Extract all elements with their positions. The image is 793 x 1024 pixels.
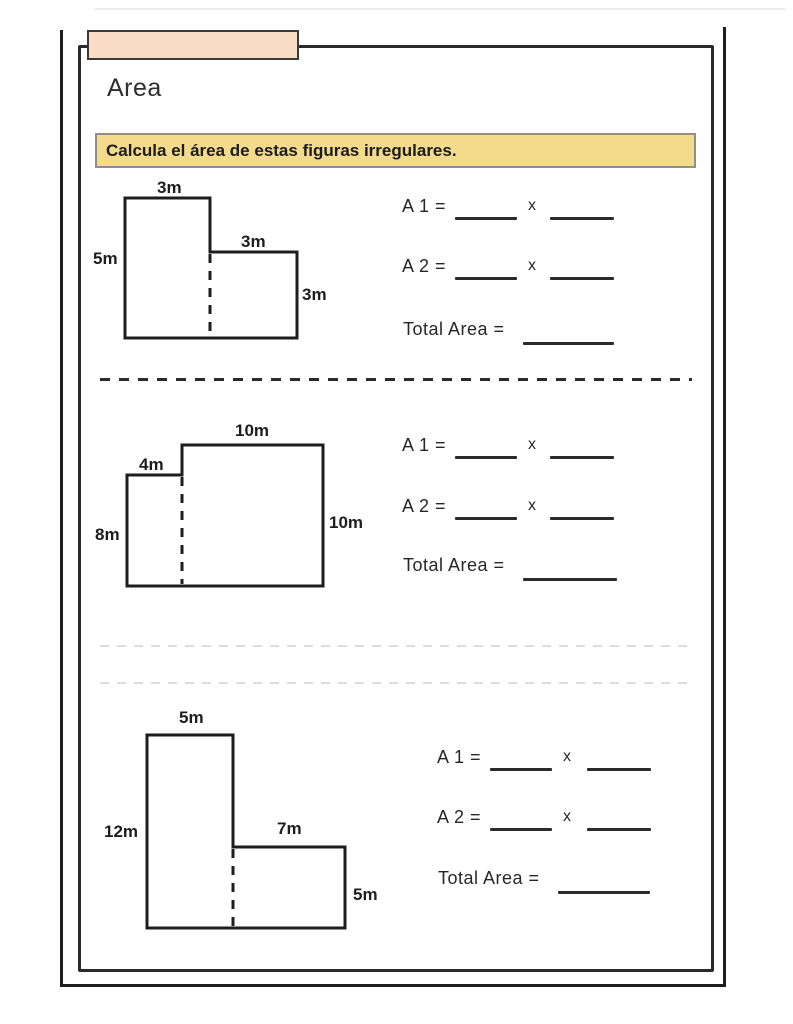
outer-border-bottom: [60, 984, 726, 987]
page-title: Area: [107, 74, 162, 102]
dimension-label-inner-top: 4m: [139, 455, 164, 474]
answer-blank: [455, 517, 517, 520]
answer-blank: [455, 456, 517, 459]
corner-tab: [87, 30, 299, 60]
scan-artifact-line: [95, 8, 785, 10]
answer-blank: [550, 217, 614, 220]
dimension-label-top: 10m: [235, 421, 270, 440]
instruction-banner: [95, 133, 696, 168]
answer-blank: [587, 828, 651, 831]
section-divider: [100, 378, 692, 381]
a2-label: A 2 =: [402, 496, 447, 516]
answer-blank: [550, 456, 614, 459]
times-sign: x: [563, 808, 572, 825]
total-area-label: Total Area =: [438, 868, 540, 888]
figure-1-outline: [125, 198, 297, 338]
dimension-label-right: 3m: [302, 285, 327, 304]
a1-label: A 1 =: [402, 196, 447, 216]
dimension-label-inner-top: 7m: [277, 819, 302, 838]
dimension-label-left: 8m: [95, 525, 120, 544]
dimension-label-top: 5m: [179, 708, 204, 727]
a1-label: A 1 =: [437, 747, 482, 767]
answer-blank: [558, 891, 650, 894]
dimension-label-left: 12m: [104, 822, 139, 841]
answer-blank: [523, 342, 614, 345]
answer-blank: [550, 517, 614, 520]
times-sign: x: [528, 257, 537, 274]
outer-border-left: [60, 30, 63, 987]
answer-blank: [490, 768, 552, 771]
times-sign: x: [563, 748, 572, 765]
answer-blank: [523, 578, 617, 581]
answer-blank: [550, 277, 614, 280]
faint-divider: [100, 645, 692, 647]
outer-border-right: [723, 27, 726, 987]
a2-label: A 2 =: [437, 807, 482, 827]
answer-blank: [587, 768, 651, 771]
answer-blank: [455, 277, 517, 280]
times-sign: x: [528, 497, 537, 514]
total-area-label: Total Area =: [403, 555, 505, 575]
answer-blank: [455, 217, 517, 220]
figure-2-shape: [95, 420, 365, 600]
figure-3-outline: [147, 735, 345, 928]
a2-label: A 2 =: [402, 256, 447, 276]
instruction-text: Calcula el área de estas figuras irregulares.: [106, 140, 457, 160]
a1-label: A 1 =: [402, 435, 447, 455]
answer-blank: [490, 828, 552, 831]
faint-divider: [100, 682, 692, 684]
dimension-label-right: 5m: [353, 885, 378, 904]
dimension-label-left: 5m: [93, 249, 118, 268]
dimension-label-right: 10m: [329, 513, 364, 532]
dimension-label-top: 3m: [157, 178, 182, 197]
total-area-label: Total Area =: [403, 319, 505, 339]
figure-3-shape: [100, 700, 365, 940]
times-sign: x: [528, 436, 537, 453]
figure-1-shape: [90, 175, 350, 350]
times-sign: x: [528, 197, 537, 214]
dimension-label-inner-top: 3m: [241, 232, 266, 251]
